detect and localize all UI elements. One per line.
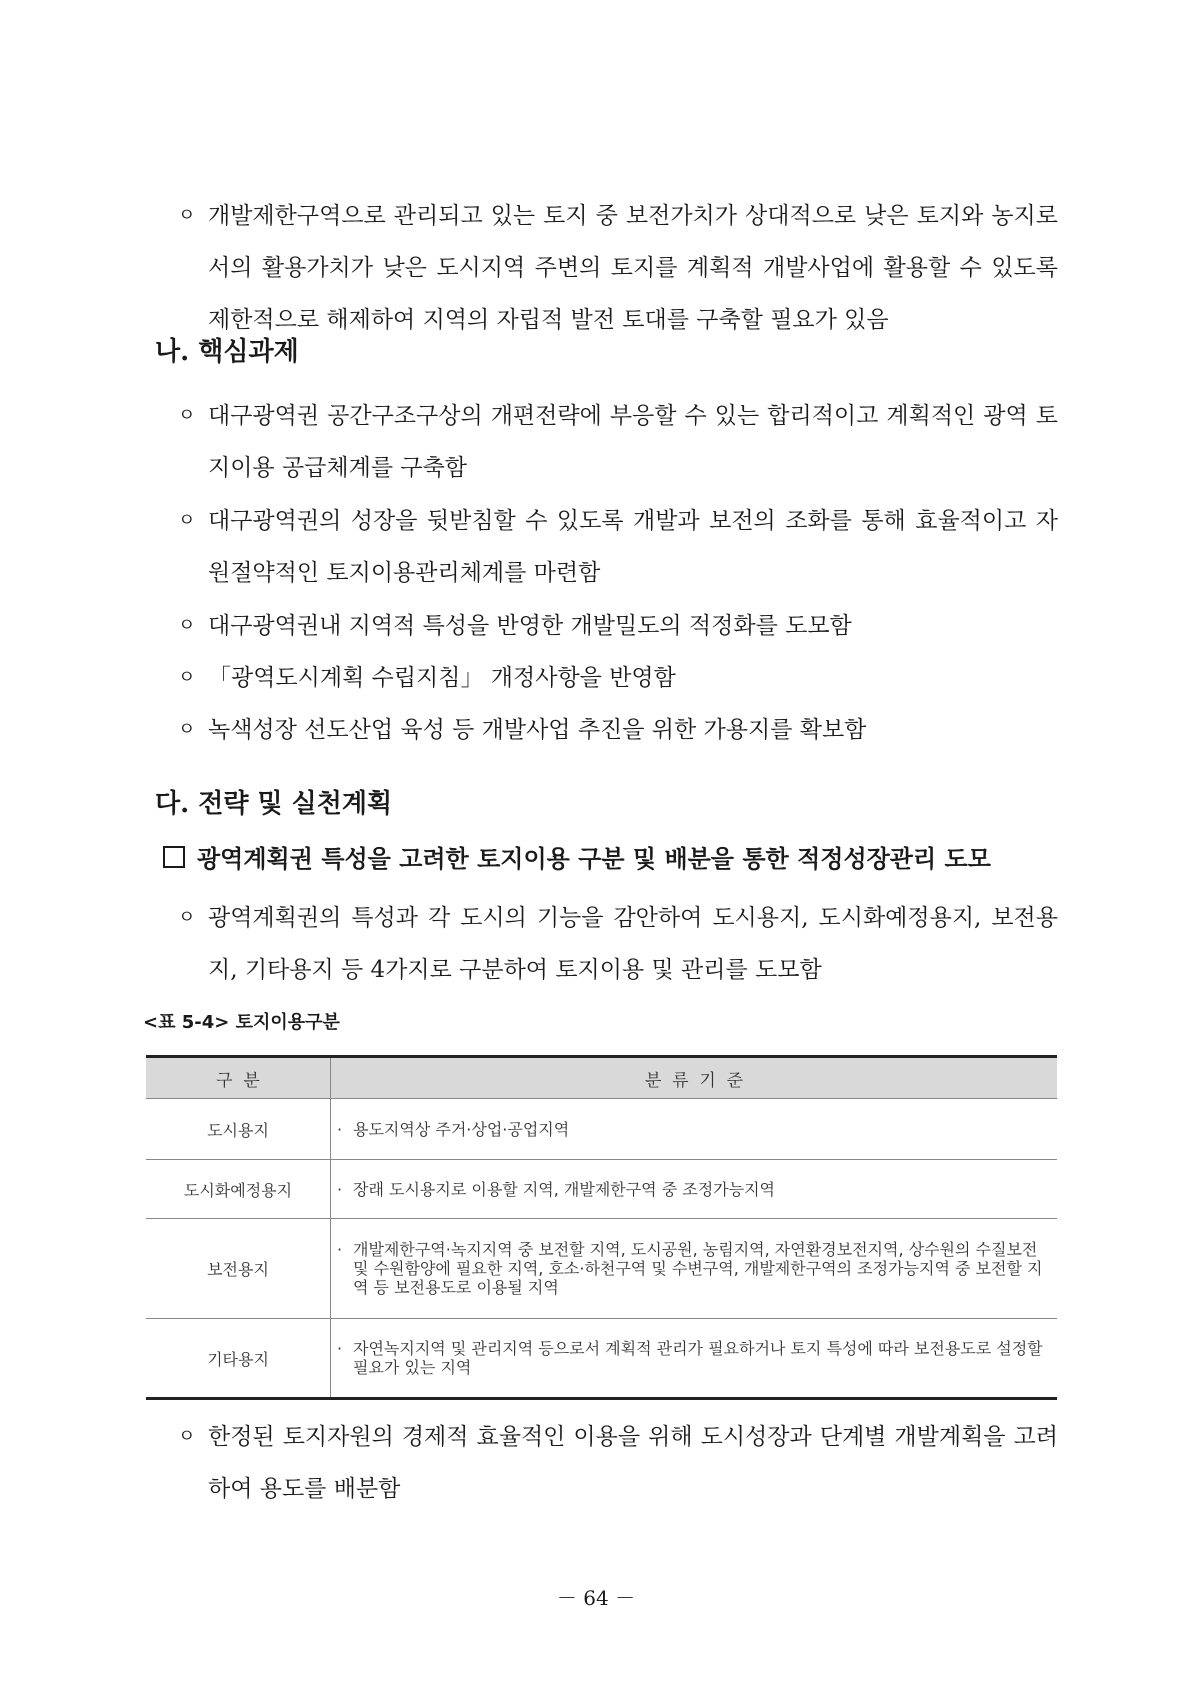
bullet-mark: ㅇ	[178, 510, 196, 531]
table-header-row	[146, 1057, 1057, 1099]
na-bullet	[178, 704, 1058, 756]
row-criteria	[331, 1219, 1058, 1319]
row-criteria-text: 개발제한구역·녹지지역 중 보전할 지역, 도시공원, 농림지역, 자연환경보전지역, 상수원의 수질보전 및 수원함양에 필요한 지역, 호소·하천구역 및 수변구역, 개발제한구역의 조정가능지역 중 보전할 지역 등 보전용도로 이용될 지역	[353, 1240, 1043, 1297]
bullet-dot: ·	[337, 1339, 343, 1358]
na-bullet	[178, 600, 1058, 652]
checkbox-square-icon	[163, 846, 185, 868]
bullet-mark: ㅇ	[178, 615, 196, 636]
section-da-subheading	[163, 842, 991, 876]
header-criteria: 분 류 기 준	[331, 1057, 1058, 1099]
da-bullet	[178, 1411, 1058, 1515]
bullet-mark: ㅇ	[178, 1426, 196, 1447]
na-bullet-text: 대구광역권의 성장을 뒷받침할 수 있도록 개발과 보전의 조화를 통해 효율적이고 자원절약적인 토지이용관리체계를 마련함	[208, 508, 1058, 586]
intro-bullet	[178, 190, 1058, 346]
table-row	[146, 1099, 1057, 1160]
na-bullet-text: 녹색성장 선도산업 육성 등 개발사업 추진을 위한 가용지를 확보함	[208, 717, 867, 743]
bullet-mark: ㅇ	[178, 405, 196, 426]
row-criteria	[331, 1099, 1058, 1160]
na-bullet	[178, 495, 1058, 599]
da-bullet-text: 한정된 토지자원의 경제적 효율적인 이용을 위해 도시성장과 단계별 개발계획을 고려하여 용도를 배분함	[208, 1424, 1058, 1502]
na-bullet-text: 대구광역권내 지역적 특성을 반영한 개발밀도의 적정화를 도모함	[208, 613, 852, 639]
table-caption: <표 5-4> 토지이용구분	[143, 1012, 340, 1033]
header-category: 구 분	[146, 1057, 331, 1099]
bullet-mark: ㅇ	[178, 907, 196, 928]
row-criteria	[331, 1160, 1058, 1219]
row-name: 기타용지	[146, 1319, 331, 1399]
subheading-text: 광역계획권 특성을 고려한 토지이용 구분 및 배분을 통한 적정성장관리 도모	[197, 844, 991, 873]
da-bullet-text: 광역계획권의 특성과 각 도시의 기능을 감안하여 도시용지, 도시화예정용지, 보전용지, 기타용지 등 4가지로 구분하여 토지이용 및 관리를 도모함	[208, 905, 1058, 983]
bullet-mark: ㅇ	[178, 205, 196, 226]
row-name: 보전용지	[146, 1219, 331, 1319]
row-criteria-text: 자연녹지지역 및 관리지역 등으로서 계획적 관리가 필요하거나 토지 특성에 따라 보전용도로 설정할 필요가 있는 지역	[353, 1339, 1043, 1377]
row-name: 도시용지	[146, 1099, 331, 1160]
bullet-dot: ·	[337, 1119, 343, 1139]
row-criteria	[331, 1319, 1058, 1399]
da-bullet	[178, 892, 1058, 996]
table-row	[146, 1219, 1057, 1319]
intro-bullet-text: 개발제한구역으로 관리되고 있는 토지 중 보전가치가 상대적으로 낮은 토지와 농지로서의 활용가치가 낮은 도시지역 주변의 토지를 계획적 개발사업에 활용할 수 있도록 제한적으로 해제하여 지역의 자립적 발전 토대를 구축할 필요가 있음	[208, 203, 1058, 333]
bullet-dot: ·	[337, 1240, 343, 1259]
na-bullet	[178, 652, 1058, 704]
bullet-mark: ㅇ	[178, 667, 196, 688]
section-na-title: 나. 핵심과제	[155, 337, 299, 367]
row-criteria-text: 용도지역상 주거·상업·공업지역	[353, 1119, 570, 1139]
table-row	[146, 1160, 1057, 1219]
row-name: 도시화예정용지	[146, 1160, 331, 1219]
na-bullet	[178, 390, 1058, 494]
page-number: － 64 －	[556, 1586, 636, 1610]
table-row	[146, 1319, 1057, 1399]
land-use-table	[146, 1055, 1057, 1400]
na-bullet-text: 「광역도시계획 수립지침」 개정사항을 반영함	[208, 665, 676, 691]
na-bullet-text: 대구광역권 공간구조구상의 개편전략에 부응할 수 있는 합리적이고 계획적인 광역 토지이용 공급체계를 구축함	[208, 403, 1058, 481]
bullet-mark: ㅇ	[178, 719, 196, 740]
row-criteria-text: 장래 도시용지로 이용할 지역, 개발제한구역 중 조정가능지역	[353, 1179, 776, 1199]
section-da-title: 다. 전략 및 실천계획	[155, 789, 393, 819]
bullet-dot: ·	[337, 1179, 343, 1199]
